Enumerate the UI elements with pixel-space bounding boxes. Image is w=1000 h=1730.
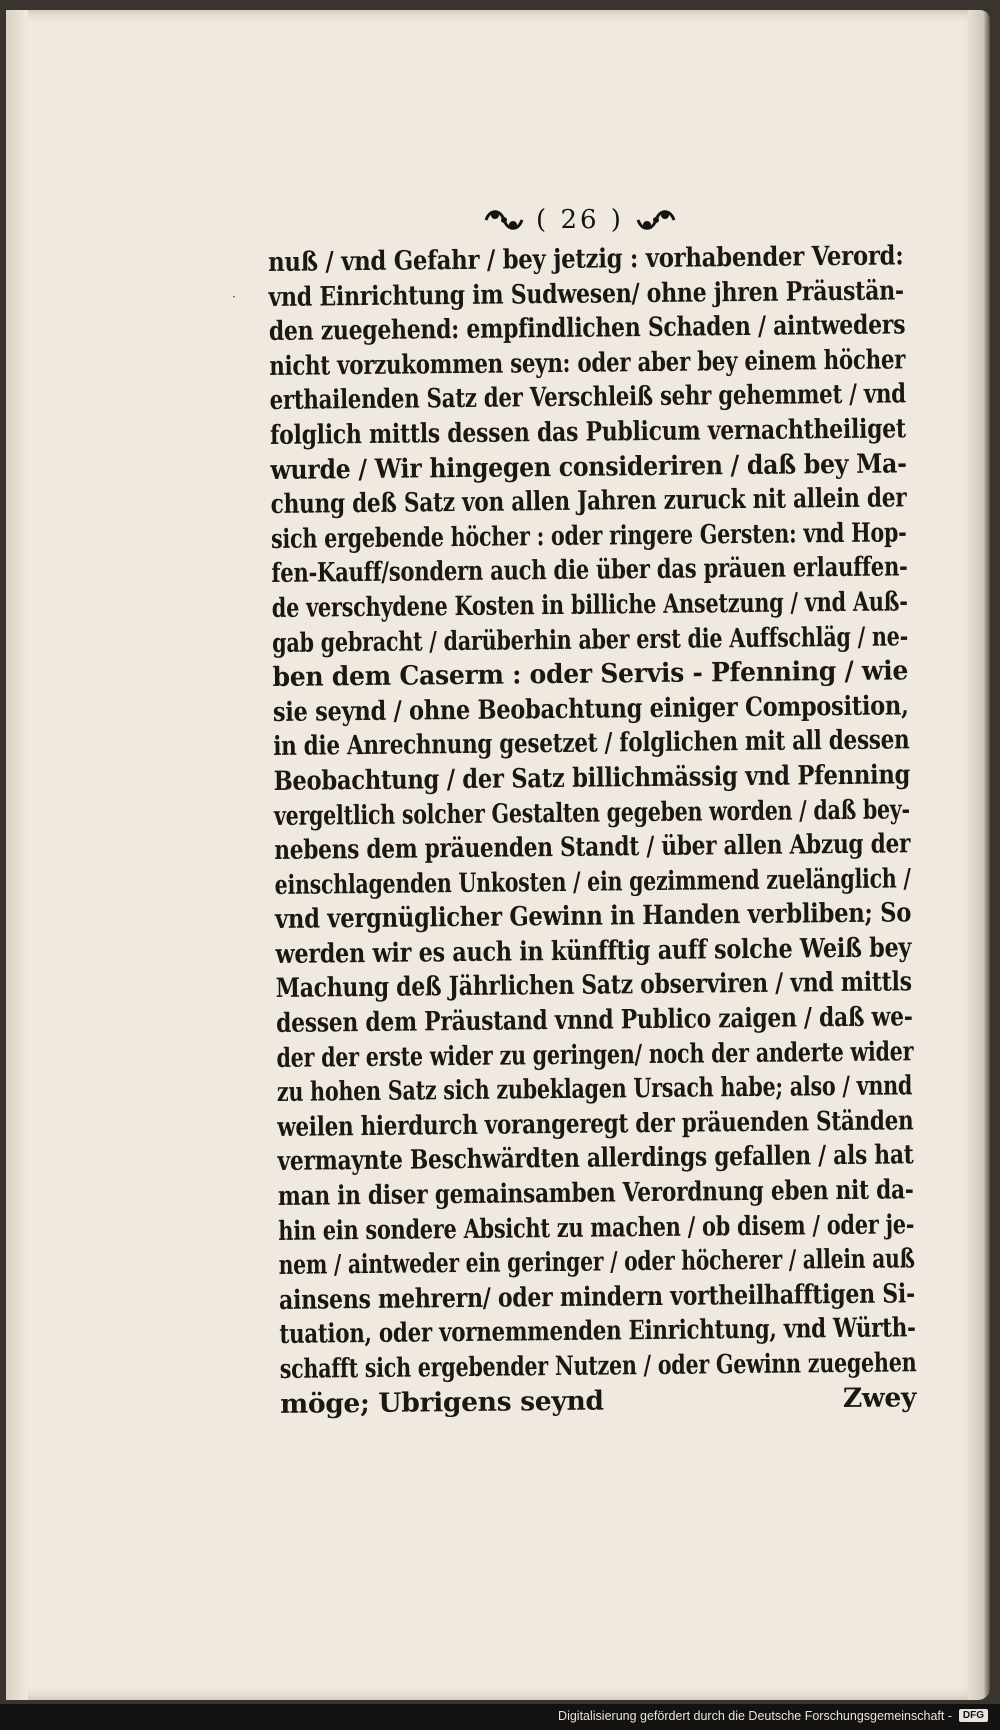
text-line: Beobachtung / der Satz billichmässig vnd Pfenning: [273, 759, 911, 797]
right-ornament-icon: [634, 207, 678, 233]
text-line: vnd vergnüglicher Gewinn in Handen verbliben; So: [274, 897, 912, 936]
text-line: in die Anrechnung gesetzet / folglichen mit all dessen: [273, 724, 910, 763]
text-line: vergeltlich solcher Gestalten gegeben worden / daß bey-: [273, 793, 910, 832]
text-line: sie seynd / ohne Beobachtung einiger Composition,: [272, 690, 909, 728]
text-line: vermaynte Beschwärdten allerdings gefallen / als hat: [277, 1139, 914, 1178]
last-line: [280, 1381, 916, 1422]
text-line: hin ein sondere Absicht zu machen / ob disem / oder je-: [278, 1208, 915, 1247]
text-line: man in diser gemainsamben Verordnung eben nit da-: [277, 1174, 914, 1212]
dfg-logo: DFG: [959, 1709, 988, 1722]
text-line: sich ergebende höcher : oder ringere Gersten: vnd Hop-: [270, 517, 907, 555]
body-text: [268, 239, 916, 1422]
text-line: werden wir es auch in künfftig auff solche Weiß bey: [275, 932, 912, 970]
text-line: wurde / Wir hingegen consideriren / daß bey Ma-: [270, 447, 907, 486]
text-line: Machung deß Jährlichen Satz observiren / vnd mittls: [275, 966, 912, 1005]
text-line: den zuegehend: empfindlichen Schaden / aintweders: [268, 309, 906, 348]
text-line: fen-Kauff/sondern auch die über das präuen erlauffen-: [271, 551, 908, 590]
text-line: schafft sich ergebender Nutzen / oder Gewinn zuegehen: [279, 1347, 917, 1385]
text-line: ainsens mehrern/ oder mindern vortheilhafftigen Si-: [278, 1278, 916, 1316]
text-line: zu hohen Satz sich zubeklagen Ursach habe; also / vnnd: [276, 1070, 913, 1109]
catchword: Zwey: [842, 1381, 917, 1414]
page-right-edge: [968, 10, 990, 1700]
left-ornament-icon: [482, 207, 526, 233]
text-line: dessen dem Präustand vnnd Publico zaigen / daß we-: [275, 1001, 913, 1040]
funding-credit: Digitalisierung gefördert durch die Deutsche Forschungsgemeinschaft -: [558, 1709, 952, 1723]
text-line: folglich mittls dessen das Publicum vernachtheiliget: [269, 413, 906, 451]
text-line: weilen hierdurch vorangeregt der präuenden Ständen: [277, 1105, 914, 1143]
page-number: ( 26 ): [536, 205, 624, 235]
page-header: [470, 200, 690, 240]
text-line: einschlagenden Unkosten / ein gezimmend zuelänglich /: [274, 862, 911, 901]
page-gutter-shadow: [6, 10, 28, 1700]
text-line: chung deß Satz von allen Jahren zuruck nit allein der: [270, 482, 907, 521]
text-line: nicht vorzukommen seyn: oder aber bey einem höcher: [269, 344, 906, 382]
text-line: erthailenden Satz der Verschleiß sehr gehemmet / vnd: [269, 378, 906, 417]
text-line: gab gebracht / darüberhin aber erst die Auffschläg / ne-: [271, 620, 909, 659]
text-line: ben dem Caserm : oder Servis - Pfenning / wie: [272, 655, 909, 694]
text-line: de verschydene Kosten in billiche Ansetzung / vnd Auß-: [271, 586, 908, 624]
text-line: der der erste wider zu geringen/ noch der anderte wider: [276, 1035, 914, 1074]
last-line-text: möge; Ubrigens seynd: [279, 1385, 604, 1420]
stray-ink-mark: ·: [232, 290, 236, 304]
text-line: vnd Einrichtung im Sudwesen/ ohne jhren Präustän-: [268, 274, 904, 313]
text-line: nem / aintweder ein geringer / oder höcherer / allein auß: [278, 1243, 915, 1282]
text-line: nebens dem präuenden Standt / über allen Abzug der: [274, 828, 911, 867]
text-line: tuation, oder vornemmenden Einrichtung, vnd Würth-: [279, 1312, 916, 1351]
text-line: nuß / vnd Gefahr / bey jetzig : vorhabender Verord:: [268, 240, 904, 278]
